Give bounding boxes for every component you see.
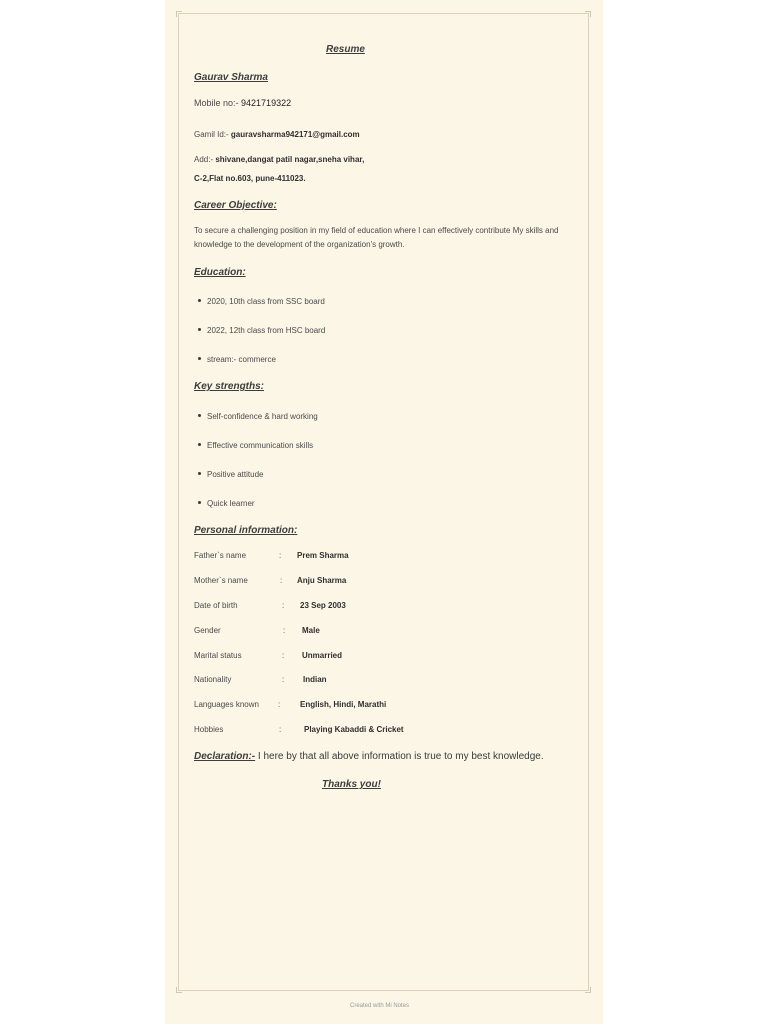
email-label: Gamil Id:- <box>194 130 231 139</box>
address-value-1: shivane,dangat patil nagar,sneha vihar, <box>215 155 365 164</box>
address-label: Add:- <box>194 155 216 164</box>
strength-item: Positive attitude <box>198 470 263 479</box>
personal-label: Marital status <box>194 651 242 660</box>
footer-credit: Created with Mi Notes <box>350 1003 410 1009</box>
personal-value: Indian <box>303 675 327 684</box>
personal-value: Male <box>302 626 320 635</box>
education-item: 2022, 12th class from HSC board <box>198 326 325 335</box>
personal-value: English, Hindi, Marathi <box>300 700 387 709</box>
education-item: 2020, 10th class from SSC board <box>198 297 325 306</box>
separator: : <box>279 551 282 560</box>
address-line-1 <box>194 149 364 167</box>
separator: : <box>282 601 285 610</box>
separator: : <box>283 626 286 635</box>
career-heading: Career Objective: <box>194 200 277 211</box>
declaration-label: Declaration:- <box>194 751 256 762</box>
separator: : <box>282 651 285 660</box>
mobile-value: 9421719322 <box>241 98 292 108</box>
separator: : <box>280 576 283 585</box>
strengths-heading: Key strengths: <box>194 381 265 392</box>
personal-heading: Personal information: <box>194 525 298 536</box>
personal-label: Date of birth <box>194 601 238 610</box>
corner-ornament <box>585 987 591 993</box>
address-value-2: C-2,Flat no.603, pune-411023. <box>194 174 306 183</box>
personal-value: Anju Sharma <box>297 576 347 585</box>
mobile-label: Mobile no:- <box>194 98 242 108</box>
separator: : <box>282 675 285 684</box>
personal-label: Hobbies <box>194 725 224 734</box>
mobile-line <box>194 98 291 108</box>
separator: : <box>279 725 282 734</box>
email-value: gauravsharma942171@gmail.com <box>230 130 360 139</box>
strength-item: Quick learner <box>198 499 255 508</box>
resume-title: Resume <box>326 44 365 55</box>
personal-value: Prem Sharma <box>297 551 349 560</box>
personal-label: Nationality <box>194 675 232 684</box>
education-heading: Education: <box>194 267 246 278</box>
email-line <box>194 124 360 142</box>
declaration-line <box>194 751 544 762</box>
corner-ornament <box>585 11 591 17</box>
personal-label: Father`s name <box>194 551 247 560</box>
education-item: stream:- commerce <box>198 355 276 364</box>
career-text: To secure a challenging position in my field of education where I can effectively contribute My skills and knowledge to the development of the organization's growth. <box>194 226 559 249</box>
strength-item: Self-confidence & hard working <box>198 412 318 421</box>
corner-ornament <box>176 987 182 993</box>
personal-value: 23 Sep 2003 <box>300 601 346 610</box>
personal-label: Gender <box>194 626 221 635</box>
personal-label: Mother`s name <box>194 576 248 585</box>
separator: : <box>278 700 281 709</box>
strength-item: Effective communication skills <box>198 441 313 450</box>
personal-value: Unmarried <box>302 651 343 660</box>
thanks-text: Thanks you! <box>322 779 381 790</box>
corner-ornament <box>176 11 182 17</box>
personal-label: Languages known <box>194 700 259 709</box>
declaration-text: I here by that all above information is true to my best knowledge. <box>255 751 544 762</box>
personal-value: Playing Kabaddi & Cricket <box>304 725 404 734</box>
candidate-name: Gaurav Sharma <box>194 72 268 83</box>
